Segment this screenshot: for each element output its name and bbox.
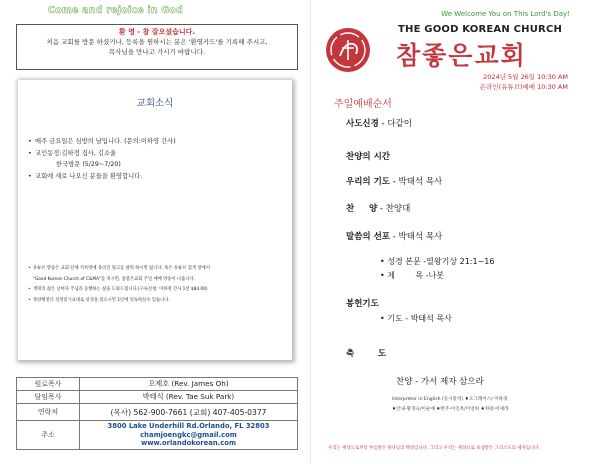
- address-label: 주소: [17, 421, 80, 450]
- order-item-name: 말씀의 선포: [346, 232, 391, 242]
- website-link[interactable]: www.orlandokorean.com: [140, 439, 237, 448]
- order-item: [346, 347, 386, 359]
- church-news-panel: [18, 80, 292, 360]
- table-row: [17, 404, 298, 421]
- order-item-name: 사도신경: [346, 119, 379, 129]
- table-row: [17, 391, 298, 404]
- sermon-title: • 제 목 -나봇: [380, 271, 444, 280]
- order-item-name: 찬 양: [346, 204, 378, 214]
- order-item-detail: - 찬양대: [377, 204, 411, 214]
- table-row: [17, 378, 298, 391]
- page-divider: [310, 0, 311, 464]
- staff-label: 담임목사: [17, 391, 80, 404]
- offering-prayer: • 기도 - 박태석 목사: [380, 314, 452, 323]
- closing-hymn: 찬양 - 가서 제자 삼으라: [396, 377, 484, 387]
- news-note: • 목양행전더 성경읽기표대로 성경을 읽으시면 1년에 일독하실수 있습니다.: [28, 296, 286, 307]
- staff-value: 박태석 (Rev. Tae Suk Park): [80, 391, 298, 404]
- table-row: [17, 421, 298, 450]
- volunteer-list: [392, 395, 509, 415]
- welcome-heading: 환 영 - 참 잘오셨습니다.: [118, 28, 196, 36]
- news-note: • 유튜브 방송은 교회 단체 카톡방에 올려진 링크를 클릭 하시면 됩니다. 혹은 유튜브 검색 창에서: [28, 264, 286, 275]
- order-item: [346, 117, 412, 129]
- order-item: [346, 175, 442, 187]
- order-item-name: 축 도: [346, 349, 387, 359]
- order-item-name: 봉헌기도: [346, 299, 379, 309]
- order-item-detail: - 박태석 목사: [390, 177, 443, 187]
- staff-table: [16, 377, 298, 450]
- service-date: 2024년 5월 26일 10:30 AM: [483, 73, 568, 81]
- news-item: • 교인동정:김하정 집사, 김소율: [28, 148, 176, 160]
- logo-mark-icon: [326, 28, 370, 72]
- volunteer-line: ♦안내-황경숙/이순예 ♦반주-이인옥/이연희 ♦차량-이세라: [392, 407, 509, 412]
- news-title: 교회소식: [136, 98, 174, 109]
- staff-label: 연락처: [17, 404, 80, 421]
- email-link[interactable]: chamjoengkc@gmail.com: [140, 430, 237, 439]
- order-item-detail: - 다같이: [378, 119, 412, 129]
- staff-value: (목사) 562-900-7661 (교회) 407-405-0377: [80, 404, 298, 421]
- news-note: • 생명의 삶은 날마다 주님과 동행하는 삶을 도와드립니다.(구독신청: 이하영 간사 1년 $84.00): [28, 285, 286, 296]
- order-item: [346, 230, 442, 242]
- news-notes: [28, 264, 286, 306]
- order-item-name: 우리의 기도: [346, 177, 391, 187]
- motto-text: Come and rejoice in God: [48, 5, 184, 16]
- news-item-continued: 한국방문 (5/29~7/20): [56, 161, 121, 168]
- welcome-line-1: 처음 교회를 방문 하셨거나, 등록을 원하시는 분은 '환영카드'를 기록해 주시고,: [46, 38, 268, 46]
- staff-label: 원로목사: [17, 378, 80, 391]
- mission-statement: 우리는 세상으로부터 부름받은 하나님의 백성입니다. 그리고 우리는 세상으로 보냄받은 그리스도의 제자입니다.: [328, 446, 540, 451]
- online-service-time: 온라인(유튜브)예배 10:30 AM: [479, 83, 568, 91]
- interpreter-line: Interpreter in English (동시통역) ♦오그레이스/ 이하경: [392, 397, 508, 402]
- order-title: 주일예배순서: [334, 99, 392, 110]
- order-item: [346, 150, 390, 162]
- church-logo: [326, 28, 370, 72]
- order-item-detail: - 박태석 목사: [390, 232, 443, 242]
- order-item-name: 찬양의 시간: [346, 152, 391, 162]
- church-name-ko: 참좋은교회: [396, 41, 527, 70]
- church-name-en: THE GOOD KOREAN CHURCH: [398, 24, 563, 35]
- news-list: [28, 136, 176, 182]
- welcome-en: We Welcome You on This Lord's Day!: [441, 10, 570, 18]
- staff-value: 오제호 (Rev. James Oh): [80, 378, 298, 391]
- order-item: [346, 202, 410, 214]
- address-cell: [80, 421, 298, 450]
- welcome-line-2: 목사님을 만나고 가시기 바랍니다.: [108, 48, 206, 56]
- news-item: • 교회에 새로 나오신 분들을 환영합니다.: [28, 171, 176, 183]
- sermon-scripture: • 성경 본문 -열왕기상 21:1~16: [380, 257, 495, 266]
- news-item: • 매주 금요일은 심방의 날입니다. (문의:이하영 간사): [28, 136, 176, 148]
- address-line: 3800 Lake Underhill Rd.Orlando, FL 32803: [107, 422, 270, 431]
- order-item: [346, 297, 379, 309]
- welcome-notice: [16, 24, 298, 70]
- news-note-continued: "Good Korean Church of C&MA"를 치시면, 참좋은교회 주일 예배 방송이 나옵니다.: [33, 276, 195, 282]
